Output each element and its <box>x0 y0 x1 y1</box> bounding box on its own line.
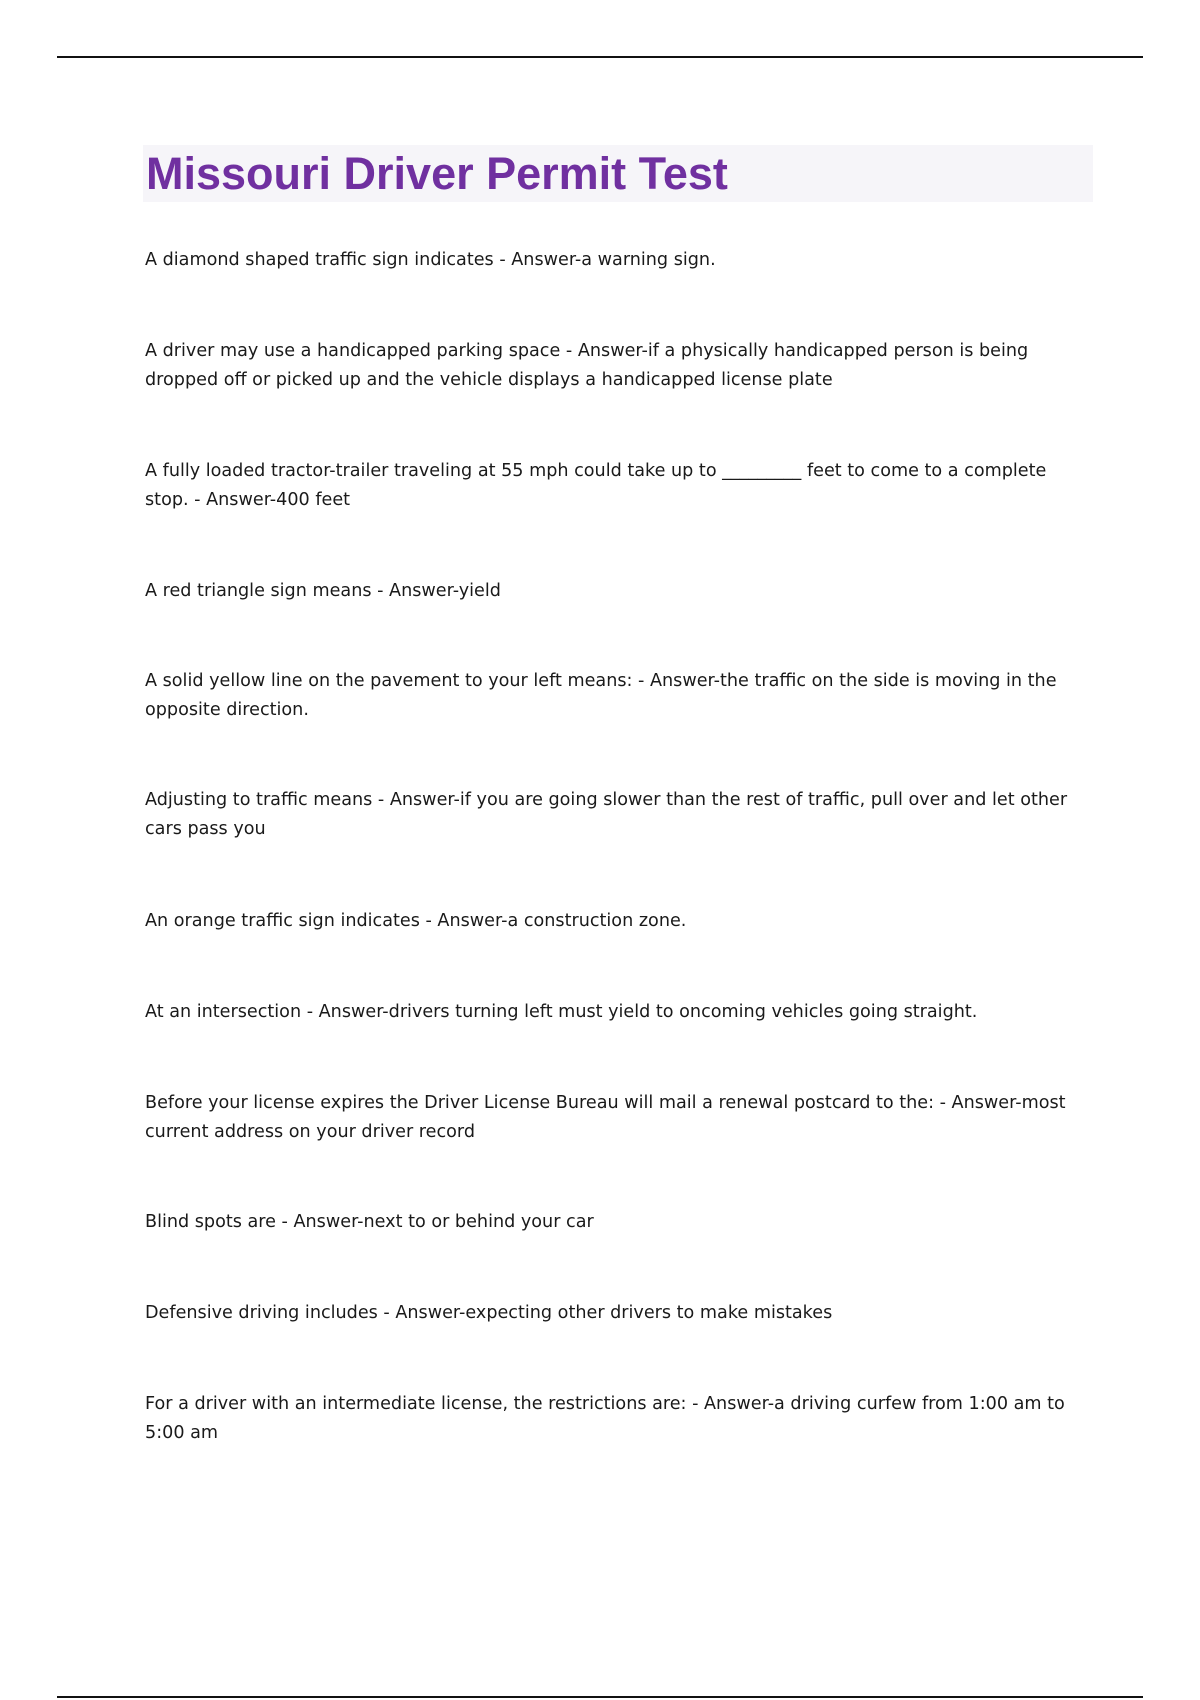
qa-item-1: A diamond shaped traffic sign indicates - Answer-a warning sign. <box>145 250 716 270</box>
bottom-rule <box>57 1696 1143 1698</box>
qa-item-4: A red triangle sign means - Answer-yield <box>145 581 501 601</box>
qa-item-6: Adjusting to traffic means - Answer-if you are going slower than the rest of traffic, pull over and let other cars pass you <box>145 790 1068 839</box>
qa-item-7: An orange traffic sign indicates - Answer-a construction zone. <box>145 911 687 931</box>
qa-item-8: At an intersection - Answer-drivers turning left must yield to oncoming vehicles going straight. <box>145 1002 978 1022</box>
qa-item-10: Blind spots are - Answer-next to or behind your car <box>145 1212 594 1232</box>
qa-item-5: A solid yellow line on the pavement to your left means: - Answer-the traffic on the side is moving in the opposite direction. <box>145 671 1057 720</box>
top-rule <box>57 56 1143 58</box>
qa-item-3: A fully loaded tractor-trailer traveling at 55 mph could take up to _________ feet to come to a complete stop. - Answer-400 feet <box>145 461 1047 510</box>
qa-item-12: For a driver with an intermediate license, the restrictions are: - Answer-a driving curfew from 1:00 am to 5:00 am <box>145 1394 1065 1443</box>
qa-item-2: A driver may use a handicapped parking space - Answer-if a physically handicapped person is being dropped off or picked up and the vehicle displays a handicapped license plate <box>145 341 1029 390</box>
qa-item-9: Before your license expires the Driver License Bureau will mail a renewal postcard to the: - Answer-most current address on your driver record <box>145 1093 1066 1142</box>
document-title: Missouri Driver Permit Test <box>146 148 728 199</box>
qa-item-11: Defensive driving includes - Answer-expecting other drivers to make mistakes <box>145 1303 833 1323</box>
